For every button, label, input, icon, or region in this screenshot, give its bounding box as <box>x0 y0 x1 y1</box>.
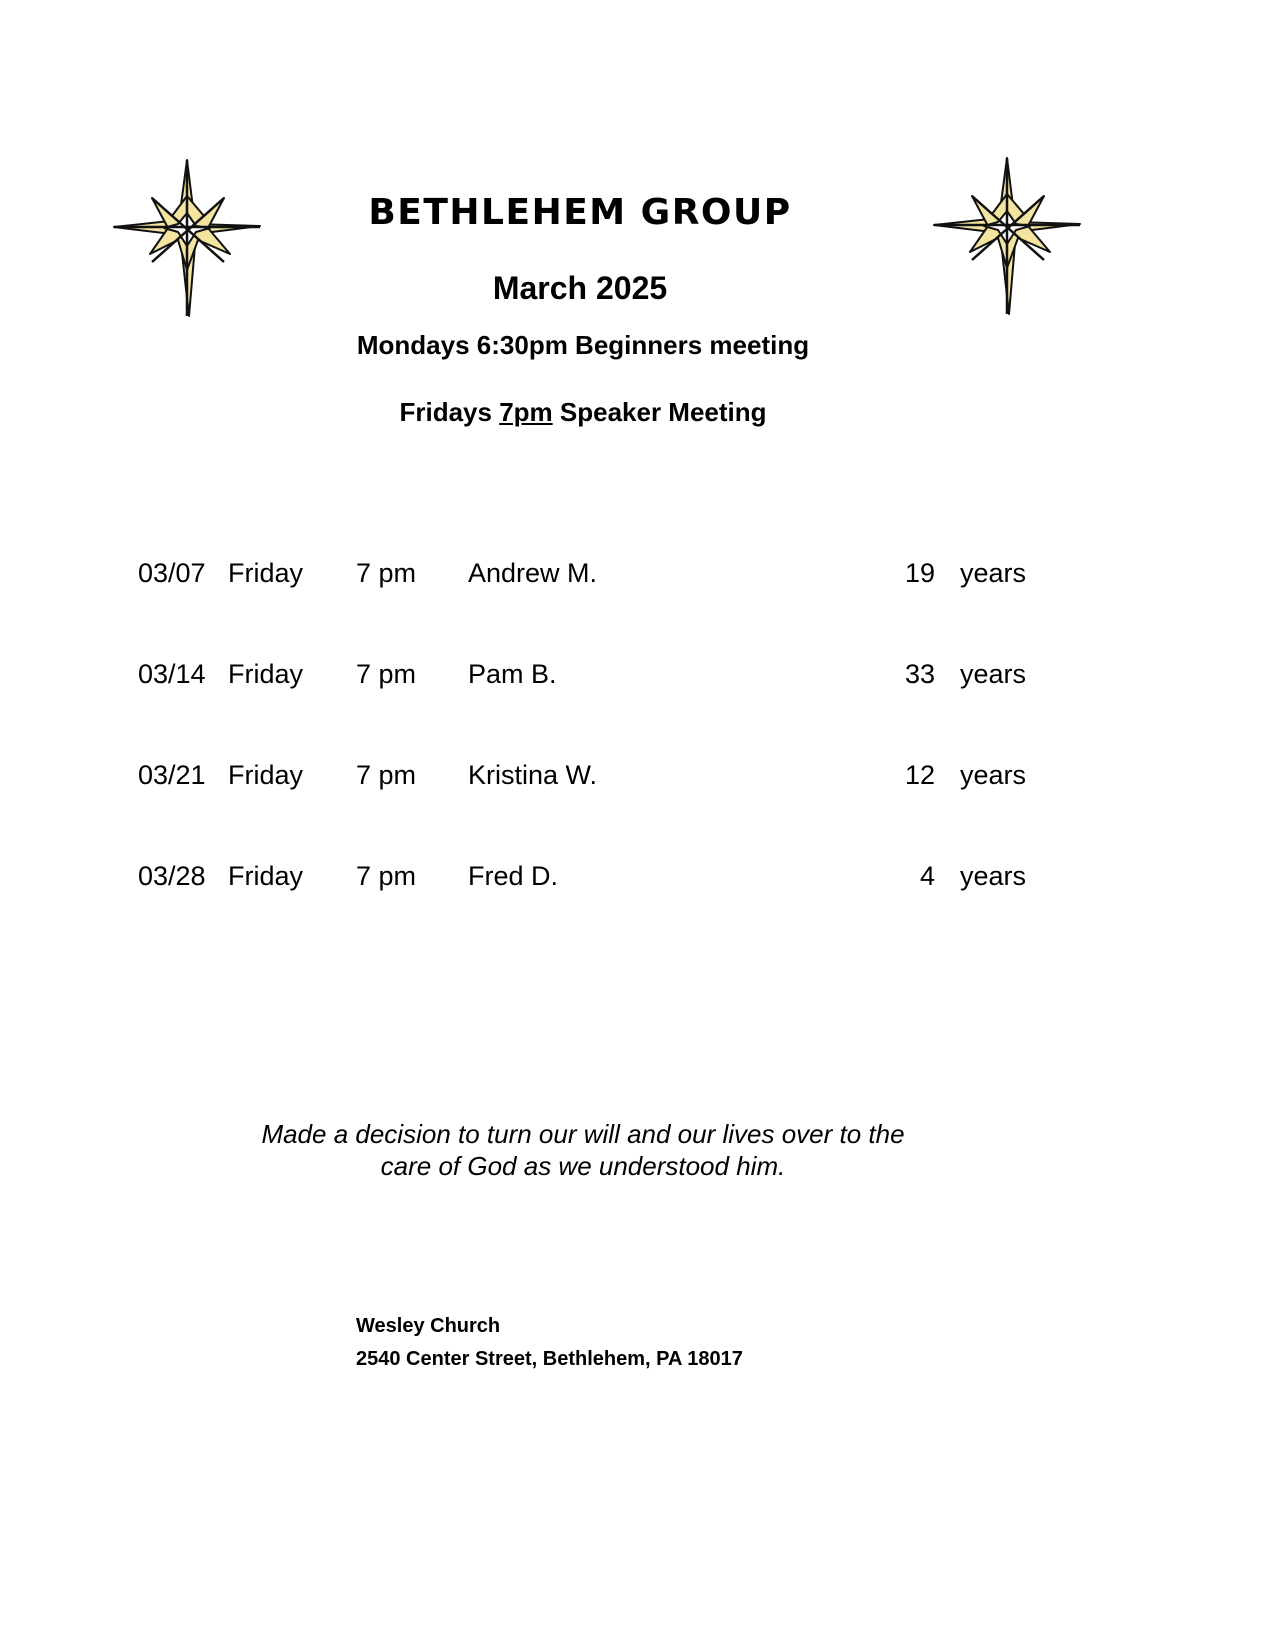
schedule-years: 33 <box>904 659 935 689</box>
schedule-date: 03/28 <box>138 861 206 891</box>
church-name: Wesley Church <box>356 1315 501 1337</box>
schedule-years: 4 <box>919 861 935 891</box>
schedule-date: 03/14 <box>138 659 206 689</box>
schedule-day: Friday <box>228 659 304 689</box>
schedule-speaker: Kristina W. <box>468 760 598 790</box>
schedule-row <box>0 760 1275 794</box>
fridays-time: 7pm <box>499 397 553 427</box>
schedule-day: Friday <box>228 861 304 891</box>
quote-line-2: care of God as we understood him. <box>380 1151 786 1181</box>
schedule-years: 19 <box>904 558 935 588</box>
fridays-label: Fridays <box>399 397 500 427</box>
schedule-years-unit: years <box>960 659 1027 689</box>
schedule-time: 7 pm <box>356 659 417 689</box>
meeting-location <box>356 1310 743 1376</box>
schedule-years-unit: years <box>960 760 1027 790</box>
schedule-speaker: Fred D. <box>468 861 559 891</box>
schedule-day: Friday <box>228 558 304 588</box>
quote-line-1: Made a decision to turn our will and our lives over to the <box>261 1119 905 1149</box>
schedule-time: 7 pm <box>356 558 417 588</box>
schedule-date: 03/07 <box>138 558 206 588</box>
step-three-quote <box>0 1118 1166 1182</box>
month-heading: March 2025 <box>492 270 668 306</box>
schedule-time: 7 pm <box>356 861 417 891</box>
schedule-years-unit: years <box>960 558 1027 588</box>
church-address: 2540 Center Street, Bethlehem, PA 18017 <box>356 1348 743 1370</box>
fridays-meeting-type: Speaker Meeting <box>552 397 767 427</box>
schedule-day: Friday <box>228 760 304 790</box>
schedule-years: 12 <box>904 760 935 790</box>
schedule-speaker: Andrew M. <box>468 558 598 588</box>
schedule-years-unit: years <box>960 861 1027 891</box>
fridays-meeting-line <box>0 397 1166 428</box>
page-title: BETHLEHEM GROUP <box>368 192 792 233</box>
mondays-meeting-line: Mondays 6:30pm Beginners meeting <box>356 330 810 360</box>
schedule-row <box>0 558 1275 592</box>
schedule-date: 03/21 <box>138 760 206 790</box>
schedule-speaker: Pam B. <box>468 659 557 689</box>
schedule-row <box>0 861 1275 895</box>
schedule-time: 7 pm <box>356 760 417 790</box>
schedule-row <box>0 659 1275 693</box>
